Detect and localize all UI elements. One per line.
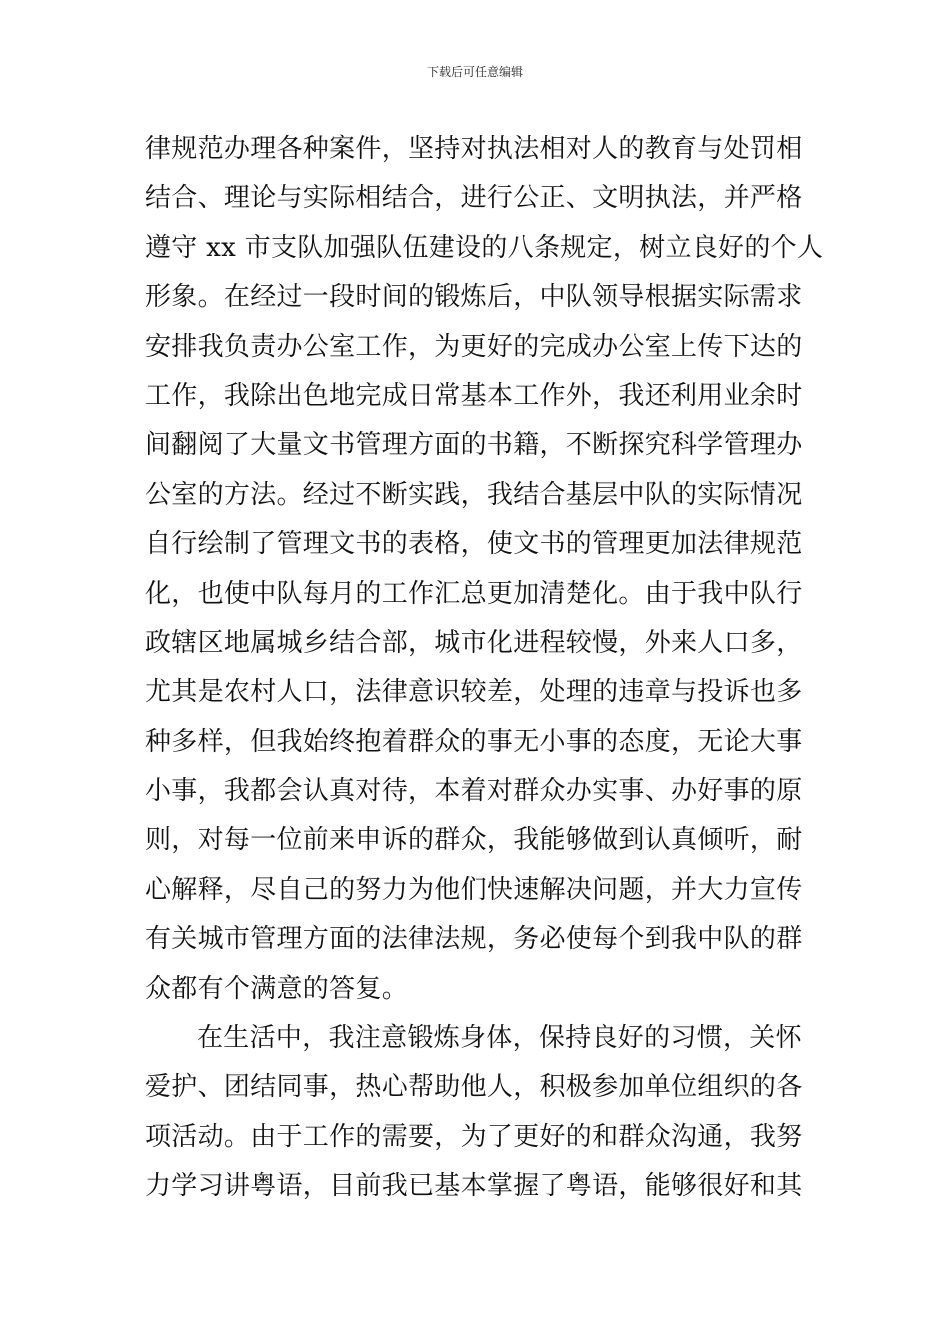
text-line: 小事，我都会认真对待，本着对群众办实事、办好事的原 [145,776,803,807]
paragraph-2 [145,1014,825,1212]
text-line: 安排我负责办公室工作，为更好的完成办公室上传下达的 [145,331,803,362]
text-line: 自行绘制了管理文书的表格，使文书的管理更加法律规范 [145,529,803,560]
text-line: 项活动。由于工作的需要，为了更好的和群众沟通，我努 [145,1121,803,1152]
text-line: 爱护、团结同事，热心帮助他人，积极参加单位组织的各 [145,1072,803,1103]
text-line: 政辖区地属城乡结合部，城市化进程较慢，外来人口多， [145,627,803,658]
text-line: 众都有个满意的答复。 [145,973,409,1004]
text-line: 在生活中，我注意锻炼身体，保持良好的习惯，关怀 [197,1023,802,1054]
text-line: 则，对每一位前来申诉的群众，我能够做到认真倾听，耐 [145,825,803,856]
page-header: 下载后可任意编辑 [426,65,523,79]
text-line: 形象。在经过一段时间的锻炼后，中队领导根据实际需求 [145,282,803,313]
paragraph-1 [145,125,825,1014]
text-line: 公室的方法。经过不断实践，我结合基层中队的实际情况 [145,479,803,510]
text-line: 力学习讲粤语，目前我已基本掌握了粤语，能够很好和其 [145,1171,803,1202]
text-line: 律规范办理各种案件，坚持对执法相对人的教育与处罚相 [145,134,803,164]
text-line: 化，也使中队每月的工作汇总更加清楚化。由于我中队行 [145,578,803,609]
text-line: 心解释，尽自己的努力为他们快速解决问题，并大力宣传 [145,874,803,905]
text-line: 有关城市管理方面的法律法规，务必使每个到我中队的群 [145,924,803,955]
text-line: 间翻阅了大量文书管理方面的书籍，不断探究科学管理办 [145,430,803,461]
text-line: 遵守 xx 市支队加强队伍建设的八条规定，树立良好的个人 [145,232,824,263]
text-line: 结合、理论与实际相结合，进行公正、文明执法，并严格 [145,183,803,214]
text-line: 种多样，但我始终抱着群众的事无小事的态度，无论大事 [145,726,803,757]
document-body [145,125,825,1212]
text-line: 工作，我除出色地完成日常基本工作外，我还利用业余时 [145,380,803,411]
text-line: 尤其是农村人口，法律意识较差，处理的违章与投诉也多 [145,677,803,708]
